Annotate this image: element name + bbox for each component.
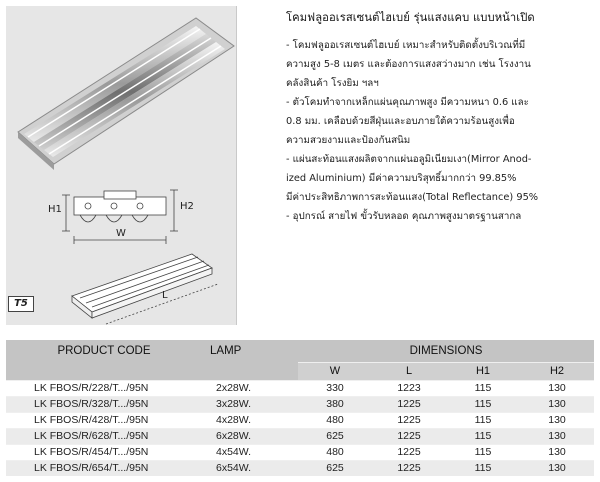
product-title: โคมฟลูออเรสเซนต์ไฮเบย์ รุ่นแสงแคบ แบบหน้าเปิด [286, 11, 535, 24]
w-label: W [116, 228, 126, 239]
feature-line: คลังสินค้า โรงยิม ฯลฯ [286, 78, 379, 89]
cell-w: 625 [298, 428, 372, 444]
cell-l: 1225 [372, 444, 446, 460]
table-row [6, 412, 594, 428]
cell-h1: 115 [446, 412, 520, 428]
cell-code: LK FBOS/R/454/T.../95N [6, 444, 202, 460]
header-product-code: PRODUCT CODE [6, 340, 202, 380]
product-illustration [6, 6, 237, 325]
cell-lamp: 6x54W. [202, 460, 298, 476]
cell-l: 1225 [372, 412, 446, 428]
header-l: L [372, 362, 446, 380]
cell-w: 380 [298, 396, 372, 412]
table-row [6, 444, 594, 460]
product-image-panel [6, 6, 237, 325]
feature-line: - อุปกรณ์ สายไฟ ขั้วรับหลอด คุณภาพสูงมาตรฐานสากล [286, 211, 522, 222]
h1-label: H1 [48, 204, 62, 215]
feature-list [286, 36, 598, 226]
header-h1: H1 [446, 362, 520, 380]
spec-table [6, 340, 594, 476]
cell-lamp: 4x54W. [202, 444, 298, 460]
cell-lamp: 4x28W. [202, 412, 298, 428]
table-row [6, 460, 594, 476]
table-row [6, 380, 594, 396]
cell-l: 1225 [372, 396, 446, 412]
table-row [6, 428, 594, 444]
product-description [286, 8, 598, 226]
l-label: L [162, 290, 168, 301]
cell-lamp: 2x28W. [202, 380, 298, 396]
cell-h1: 115 [446, 460, 520, 476]
feature-line: 0.8 มม. เคลือบด้วยสีฝุ่นและอบภายใต้ความร้อนสูงเพื่อ [286, 116, 515, 127]
feature-line: - แผ่นสะท้อนแสงผลิตจากแผ่นอลูมิเนียมเงา(Mirror Anod- [286, 154, 532, 165]
luminaire-photo [18, 18, 234, 170]
cell-w: 625 [298, 460, 372, 476]
feature-line: ความสวยงามและป้องกันสนิม [286, 135, 411, 146]
feature-line: - ตัวโคมทำจากเหล็กแผ่นคุณภาพสูง มีความหนา 0.6 และ [286, 97, 529, 108]
feature-line: มีค่าประสิทธิภาพการสะท้อนแสง(Total Reflectance) 95% [286, 192, 539, 203]
cell-h2: 130 [520, 396, 594, 412]
cell-w: 330 [298, 380, 372, 396]
cell-code: LK FBOS/R/654/T.../95N [6, 460, 202, 476]
cell-h2: 130 [520, 460, 594, 476]
cell-lamp: 6x28W. [202, 428, 298, 444]
feature-line: ized Aluminium) มีค่าความบริสุทธิ์มากกว่า 99.85% [286, 173, 517, 184]
cell-h2: 130 [520, 380, 594, 396]
cell-h1: 115 [446, 396, 520, 412]
cell-code: LK FBOS/R/328/T.../95N [6, 396, 202, 412]
cell-l: 1225 [372, 460, 446, 476]
cell-w: 480 [298, 444, 372, 460]
cell-l: 1225 [372, 428, 446, 444]
feature-line: ความสูง 5-8 เมตร และต้องการแสงสว่างมาก เช่น โรงงาน [286, 59, 531, 70]
cell-code: LK FBOS/R/428/T.../95N [6, 412, 202, 428]
header-h2: H2 [520, 362, 594, 380]
feature-line: - โคมฟลูออเรสเซนต์ไฮเบย์ เหมาะสำหรับติดตั้งบริเวณที่มี [286, 40, 526, 51]
cell-l: 1223 [372, 380, 446, 396]
cell-h2: 130 [520, 444, 594, 460]
cell-lamp: 3x28W. [202, 396, 298, 412]
cell-code: LK FBOS/R/228/T.../95N [6, 380, 202, 396]
cell-h1: 115 [446, 428, 520, 444]
header-w: W [298, 362, 372, 380]
cell-h1: 115 [446, 444, 520, 460]
header-lamp: LAMP [202, 340, 298, 380]
cell-h2: 130 [520, 412, 594, 428]
header-dimensions: DIMENSIONS [298, 340, 594, 362]
table-row [6, 396, 594, 412]
h2-label: H2 [180, 201, 194, 212]
cell-h2: 130 [520, 428, 594, 444]
t5-tag: T5 [8, 296, 34, 312]
cell-code: LK FBOS/R/628/T.../95N [6, 428, 202, 444]
perspective-drawing [72, 254, 218, 324]
cell-w: 480 [298, 412, 372, 428]
cell-h1: 115 [446, 380, 520, 396]
